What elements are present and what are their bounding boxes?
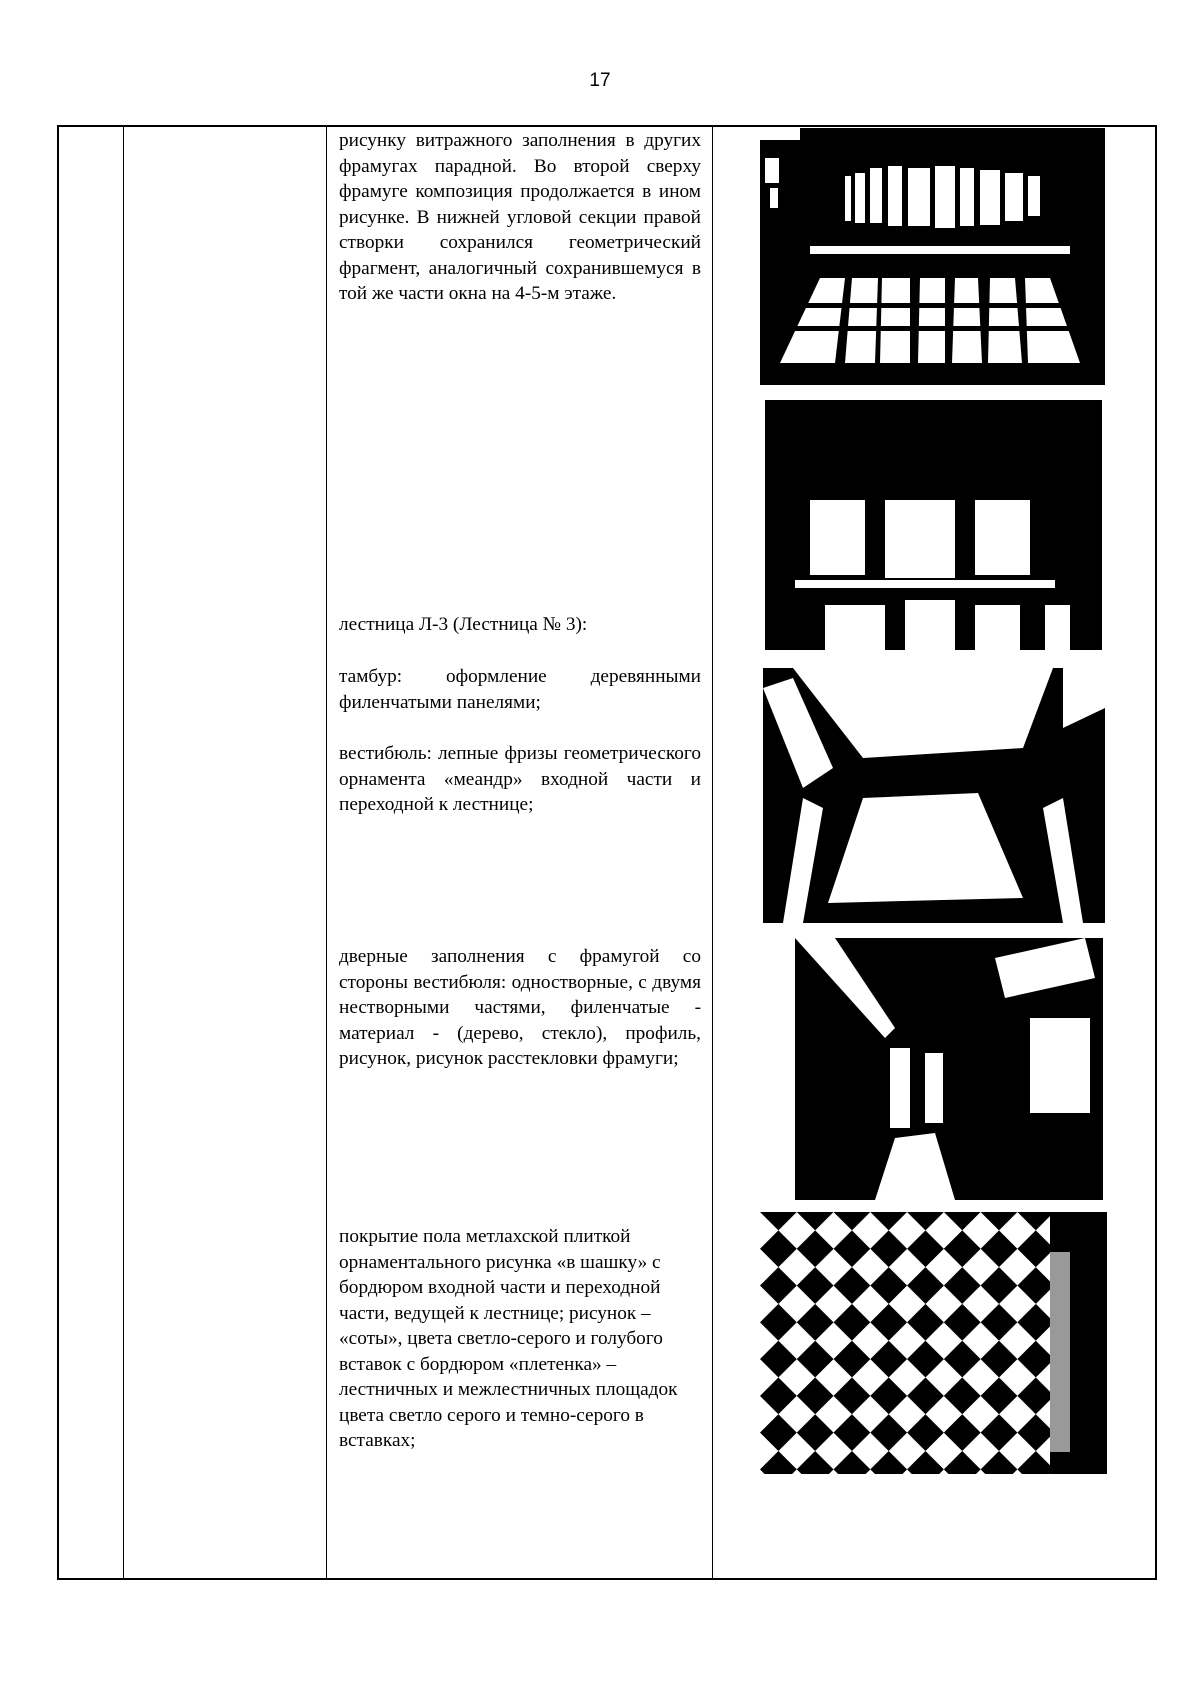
column-divider [326, 127, 327, 1578]
entry-text-floor-tiles: покрытие пола метлахской плиткой орнаментального рисунка «в шашку» с бордюром входной части и переходной части, ведущей к лестнице; рисунок – «соты», цвета светло-серого и голубого вставок с бордюром «плетенка» – лестничных и межлестничных площадок цвета светло серого и темно-серого в вставках; [339, 1226, 678, 1451]
column-divider [123, 127, 124, 1578]
photo-window-transom [765, 400, 1102, 650]
photo-stained-glass-transom [760, 128, 1105, 385]
entry-text-staircase-title: лестница Л-3 (Лестница № 3): [339, 614, 588, 635]
photo-vestibule-frieze [763, 668, 1105, 923]
entry-text-vestibule: вестибюль: лепные фризы геометрического орнамента «меандр» входной части и переходной к лестнице; [339, 743, 701, 815]
entry-text-door-fillings: дверные заполнения с фрамугой со стороны вестибюля: одностворные, с двумя нестворными частями, филенчатые - материал - (дерево, стекло), профиль, рисунок, рисунок расстекловки фрамуги; [339, 946, 701, 1069]
page-number: 17 [589, 70, 611, 91]
entry-text-tambour: тамбур: оформление деревянными филенчатыми панелями; [339, 666, 701, 713]
photo-floor-tiles [760, 1212, 1107, 1474]
column-divider [712, 127, 713, 1578]
entry-text-stained-glass: рисунку витражного заполнения в других фрамугах парадной. Во второй сверху фрамуге композиция продолжается в ином рисунке. В нижней угловой секции правой створки сохранился геометрический фрагмент, аналогичный сохранившемуся в той же части окна на 4-5-м этаже. [339, 130, 701, 304]
photo-vestibule-doors [775, 938, 1103, 1200]
